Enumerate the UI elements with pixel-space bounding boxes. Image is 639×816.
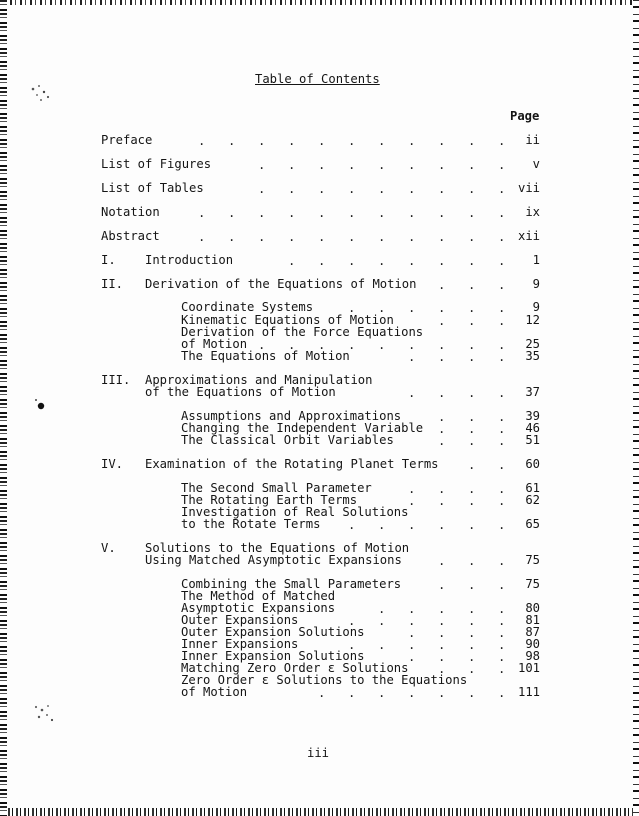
dot-leader: . . . . . . . . . . . bbox=[198, 134, 506, 148]
toc-entry-label: Solutions to the Equations of Motion bbox=[145, 541, 410, 555]
page-number: vii bbox=[517, 181, 540, 195]
toc-entry-label: Changing the Independent Variable bbox=[181, 421, 424, 435]
dot-leader: . . . bbox=[438, 554, 506, 568]
toc-entry-label: The Second Small Parameter bbox=[181, 481, 372, 495]
dot-leader: . . . . bbox=[408, 494, 506, 508]
toc-entry-label: Kinematic Equations of Motion bbox=[181, 313, 394, 327]
page-number: 37 bbox=[525, 385, 540, 399]
page-number: 65 bbox=[525, 517, 540, 531]
toc-entry-label: Coordinate Systems bbox=[181, 300, 314, 314]
dot-leader: . . . . . . . . . bbox=[258, 158, 506, 172]
page-number: 101 bbox=[517, 661, 540, 675]
toc-entry-label-continued: to the Rotate Terms bbox=[181, 517, 321, 531]
page-number: 39 bbox=[525, 409, 540, 423]
toc-entry-label: The Equations of Motion bbox=[181, 349, 350, 363]
page-number: xii bbox=[517, 229, 540, 243]
scan-edge-right bbox=[633, 0, 639, 816]
toc-entry-label: Preface bbox=[101, 133, 153, 147]
page-number: ii bbox=[525, 133, 540, 147]
page-number: 60 bbox=[525, 457, 540, 471]
page-number: 46 bbox=[525, 421, 540, 435]
dot-leader: . . . bbox=[438, 410, 506, 424]
dot-leader: . . . . . . . . . bbox=[258, 182, 506, 196]
toc-entry-label: The Classical Orbit Variables bbox=[181, 433, 394, 447]
scan-speck bbox=[33, 397, 49, 413]
page-number: 111 bbox=[517, 685, 540, 699]
dot-leader: . . . . . . . . . bbox=[258, 338, 506, 352]
toc-entry-label: Derivation of the Equations of Motion bbox=[145, 277, 417, 291]
chapter-number: I. bbox=[101, 253, 116, 267]
page-number: ix bbox=[525, 205, 540, 219]
toc-entry-label: Examination of the Rotating Planet Terms bbox=[145, 457, 439, 471]
page-number: 75 bbox=[525, 577, 540, 591]
page-number: 12 bbox=[525, 313, 540, 327]
dot-leader: . . . . bbox=[408, 482, 506, 496]
toc-entry-label: Outer Expansion Solutions bbox=[181, 625, 365, 639]
toc-title: Table of Contents bbox=[255, 72, 380, 86]
dot-leader: . . . bbox=[438, 662, 506, 676]
page-number: 35 bbox=[525, 349, 540, 363]
page-number: 25 bbox=[525, 337, 540, 351]
page-column-header: Page bbox=[510, 109, 540, 123]
toc-entry-label: Introduction bbox=[145, 253, 234, 267]
dot-leader: . . . . bbox=[408, 386, 506, 400]
dot-leader: . . . . bbox=[408, 350, 506, 364]
dot-leader: . . . bbox=[438, 314, 506, 328]
toc-entry-label: Zero Order ε Solutions to the Equations bbox=[181, 673, 468, 687]
toc-entry-label: Matching Zero Order ε Solutions bbox=[181, 661, 409, 675]
toc-entry-label-continued: of Motion bbox=[181, 685, 248, 699]
dot-leader: . . . . bbox=[408, 626, 506, 640]
dot-leader: . . . . . . bbox=[348, 638, 506, 652]
scan-edge-bottom bbox=[0, 808, 639, 816]
dot-leader: . . bbox=[468, 458, 506, 472]
toc-entry-label: Approximations and Manipulation bbox=[145, 373, 373, 387]
dot-leader: . . . bbox=[438, 422, 506, 436]
toc-entry-label-continued: of the Equations of Motion bbox=[145, 385, 336, 399]
page-number-footer: iii bbox=[307, 746, 330, 760]
dot-leader: . . . . . . bbox=[348, 518, 506, 532]
toc-entry-label: Investigation of Real Solutions bbox=[181, 505, 409, 519]
toc-entry-label: Inner Expansion Solutions bbox=[181, 649, 365, 663]
dot-leader: . . . . . . . . . . . bbox=[198, 230, 506, 244]
toc-entry-label: Outer Expansions bbox=[181, 613, 299, 627]
page-number: 9 bbox=[532, 300, 540, 314]
toc-entry-label: Inner Expansions bbox=[181, 637, 299, 651]
page-number: 62 bbox=[525, 493, 540, 507]
page-number: v bbox=[532, 157, 540, 171]
toc-entry-label-continued: Asymptotic Expansions bbox=[181, 601, 336, 615]
toc-entry-label: Combining the Small Parameters bbox=[181, 577, 402, 591]
dot-leader: . . . . . . bbox=[348, 614, 506, 628]
toc-entry-label: List of Tables bbox=[101, 181, 204, 195]
dot-leader: . . . . . . . . bbox=[288, 254, 506, 268]
page-number: 98 bbox=[525, 649, 540, 663]
dot-leader: . . . . . . . . . . . bbox=[198, 206, 506, 220]
page-number: 9 bbox=[532, 277, 540, 291]
chapter-number: II. bbox=[101, 277, 124, 291]
scan-edge-top bbox=[0, 0, 639, 5]
page-number: 90 bbox=[525, 637, 540, 651]
chapter-number: IV. bbox=[101, 457, 124, 471]
page-number: 61 bbox=[525, 481, 540, 495]
dot-leader: . . . . . . . bbox=[318, 686, 506, 700]
toc-entry-label: List of Figures bbox=[101, 157, 212, 171]
toc-entry-label: Derivation of the Force Equations bbox=[181, 325, 424, 339]
page-number: 1 bbox=[532, 253, 540, 267]
toc-entry-label: Assumptions and Approximations bbox=[181, 409, 402, 423]
toc-entry-label: The Rotating Earth Terms bbox=[181, 493, 358, 507]
dot-leader: . . . bbox=[438, 578, 506, 592]
page-number: 81 bbox=[525, 613, 540, 627]
scan-speck bbox=[28, 83, 54, 105]
dot-leader: . . . . . . bbox=[348, 301, 506, 315]
page-number: 51 bbox=[525, 433, 540, 447]
dot-leader: . . . bbox=[438, 278, 506, 292]
dot-leader: . . . bbox=[438, 434, 506, 448]
page-number: 87 bbox=[525, 625, 540, 639]
page-number: 80 bbox=[525, 601, 540, 615]
toc-entry-label: The Method of Matched bbox=[181, 589, 336, 603]
dot-leader: . . . . . bbox=[378, 602, 506, 616]
toc-entry-label: Abstract bbox=[101, 229, 160, 243]
scan-speck bbox=[30, 702, 56, 724]
toc-entry-label-continued: Using Matched Asymptotic Expansions bbox=[145, 553, 402, 567]
page-number: 75 bbox=[525, 553, 540, 567]
chapter-number: V. bbox=[101, 541, 116, 555]
toc-entry-label: Notation bbox=[101, 205, 160, 219]
toc-entry-label-continued: of Motion bbox=[181, 337, 248, 351]
chapter-number: III. bbox=[101, 373, 131, 387]
scan-edge-left bbox=[0, 0, 7, 816]
dot-leader: . . . . bbox=[408, 650, 506, 664]
